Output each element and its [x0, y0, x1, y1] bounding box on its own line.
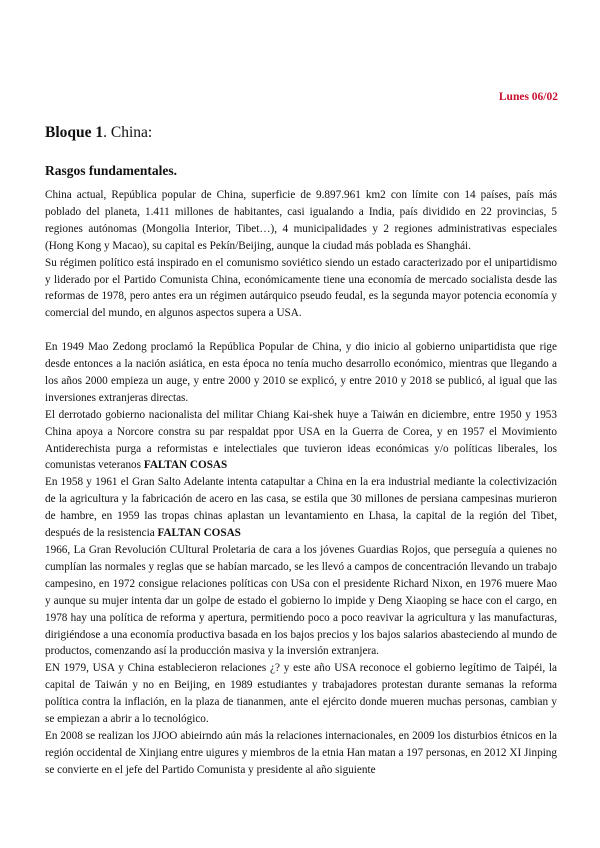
paragraph: El derrotado gobierno nacionalista del militar Chiang Kai-shek huye a Taiwán en diciembre, entre 1950 y 1953 China apoya a Norcore constra su par respaldat ppor USA en la Guerra de Corea, y en 1957 el Movimiento Antiderechista purga a reformistas e intelectiales que tuvieron ideas económicas y/o políticas liberales, los comunistas veteranos FALTAN COSAS: [45, 408, 557, 472]
paragraph: En 1949 Mao Zedong proclamó la República Popular de China, y dio inicio al gobierno unipartidista que rige desde entonces a la nación asiática, en esta época no tenía mucho desarrollo económico, mientras que llegando a los años 2000 empieza un auge, y entre 2000 y 2010 se explicó, y entre 2010 y 2018 se publicó, al igual que las inversiones extranjeras directas.: [45, 341, 557, 404]
section-heading-rest: . China:: [103, 124, 153, 141]
paragraph: 1966, La Gran Revolución CUltural Proletaria de cara a los jóvenes Guardias Rojos, que perseguía a quienes no cumplían las normales y reglas que se habían marcado, se les llevó a campos de concentración llevando un trabajo campesino, en 1972 consigue relaciones políticas con USa con el presidente Richard Nixon, en 1976 muere Mao y aunque su mujer intenta dar un golpe de estado el gobierno lo impide y Deng Xiaoping se hace con el cargo, en 1978 hay una política de reforma y apertura, permitiendo poco a poco reavivar la agricultura y las manufacturas, dirigiéndose a una economía productiva basada en los bajos precios y los bajos salarios abasteciendo al mundo de productos, comenzando así la producción masiva y la inversión extranjera.: [45, 544, 557, 658]
subheading: Rasgos fundamentales.: [45, 163, 178, 178]
paragraph: China actual, República popular de China, superficie de 9.897.961 km2 con límite con 14 países, país más poblado del planeta, 1.411 millones de habitantes, casi igualando a India, país dividido en 22 provincias, 5 regiones autónomas (Mongolia Interior, Tibet…), 4 municipalidades y 2 regiones administrativas especiales (Hong Kong y Macao), su capital es Pekín/Beijing, aunque la ciudad más poblada es Shanghái.: [45, 189, 557, 252]
paragraph: Su régimen político está inspirado en el comunismo soviético siendo un estado caracterizado por el unipartidismo y liderado por el Partido Comunista China, económicamente tiene una economía de mercado socialista desde las reformas de 1978, pero antes era un régimen autárquico pseudo feudal, es la segunda mayor potencia economía y comercial del mundo, en algunos aspectos supera a USA.: [45, 256, 557, 320]
section-heading: [45, 124, 152, 142]
missing-note: FALTAN COSAS: [157, 527, 241, 540]
missing-note: FALTAN COSAS: [143, 459, 228, 472]
section-heading-bold: Bloque 1: [45, 124, 104, 141]
paragraph: En 2008 se realizan los JJOO abieirndo aún más la relaciones internacionales, en 2009 los disturbios étnicos en la región occidental de Xinjiang entre uigures y miembros de la etnia Han matan a 197 personas, en 2012 XI Jinping se convierte en el jefe del Partido Comunista y presidente al año siguiente: [45, 729, 557, 776]
date-label: Lunes 06/02: [498, 91, 558, 103]
document-body: [45, 187, 557, 779]
paragraph: EN 1979, USA y China establecieron relaciones ¿? y este año USA reconoce el gobierno legítimo de Taipéi, la capital de Taiwán y no en Beijing, en 1989 estudiantes y trabajadores protestan durante semanas la reforma política contra la inflación, en la plaza de tiananmen, ante el ejército donde mueren muchas personas, cambian y se empiezan a abrir a lo tecnológico.: [45, 662, 557, 726]
paragraph: En 1958 y 1961 el Gran Salto Adelante intenta catapultar a China en la era industrial mediante la colectivización de la agricultura y la fabricación de acero en las casa, se estila que 30 millones de persiana campesinas murieron de hambre, en 1959 las tropas chinas aplastan un levantamiento en Lhasa, la capital de la región del Tibet, después de la resistencia FALTAN COSAS: [45, 476, 557, 540]
